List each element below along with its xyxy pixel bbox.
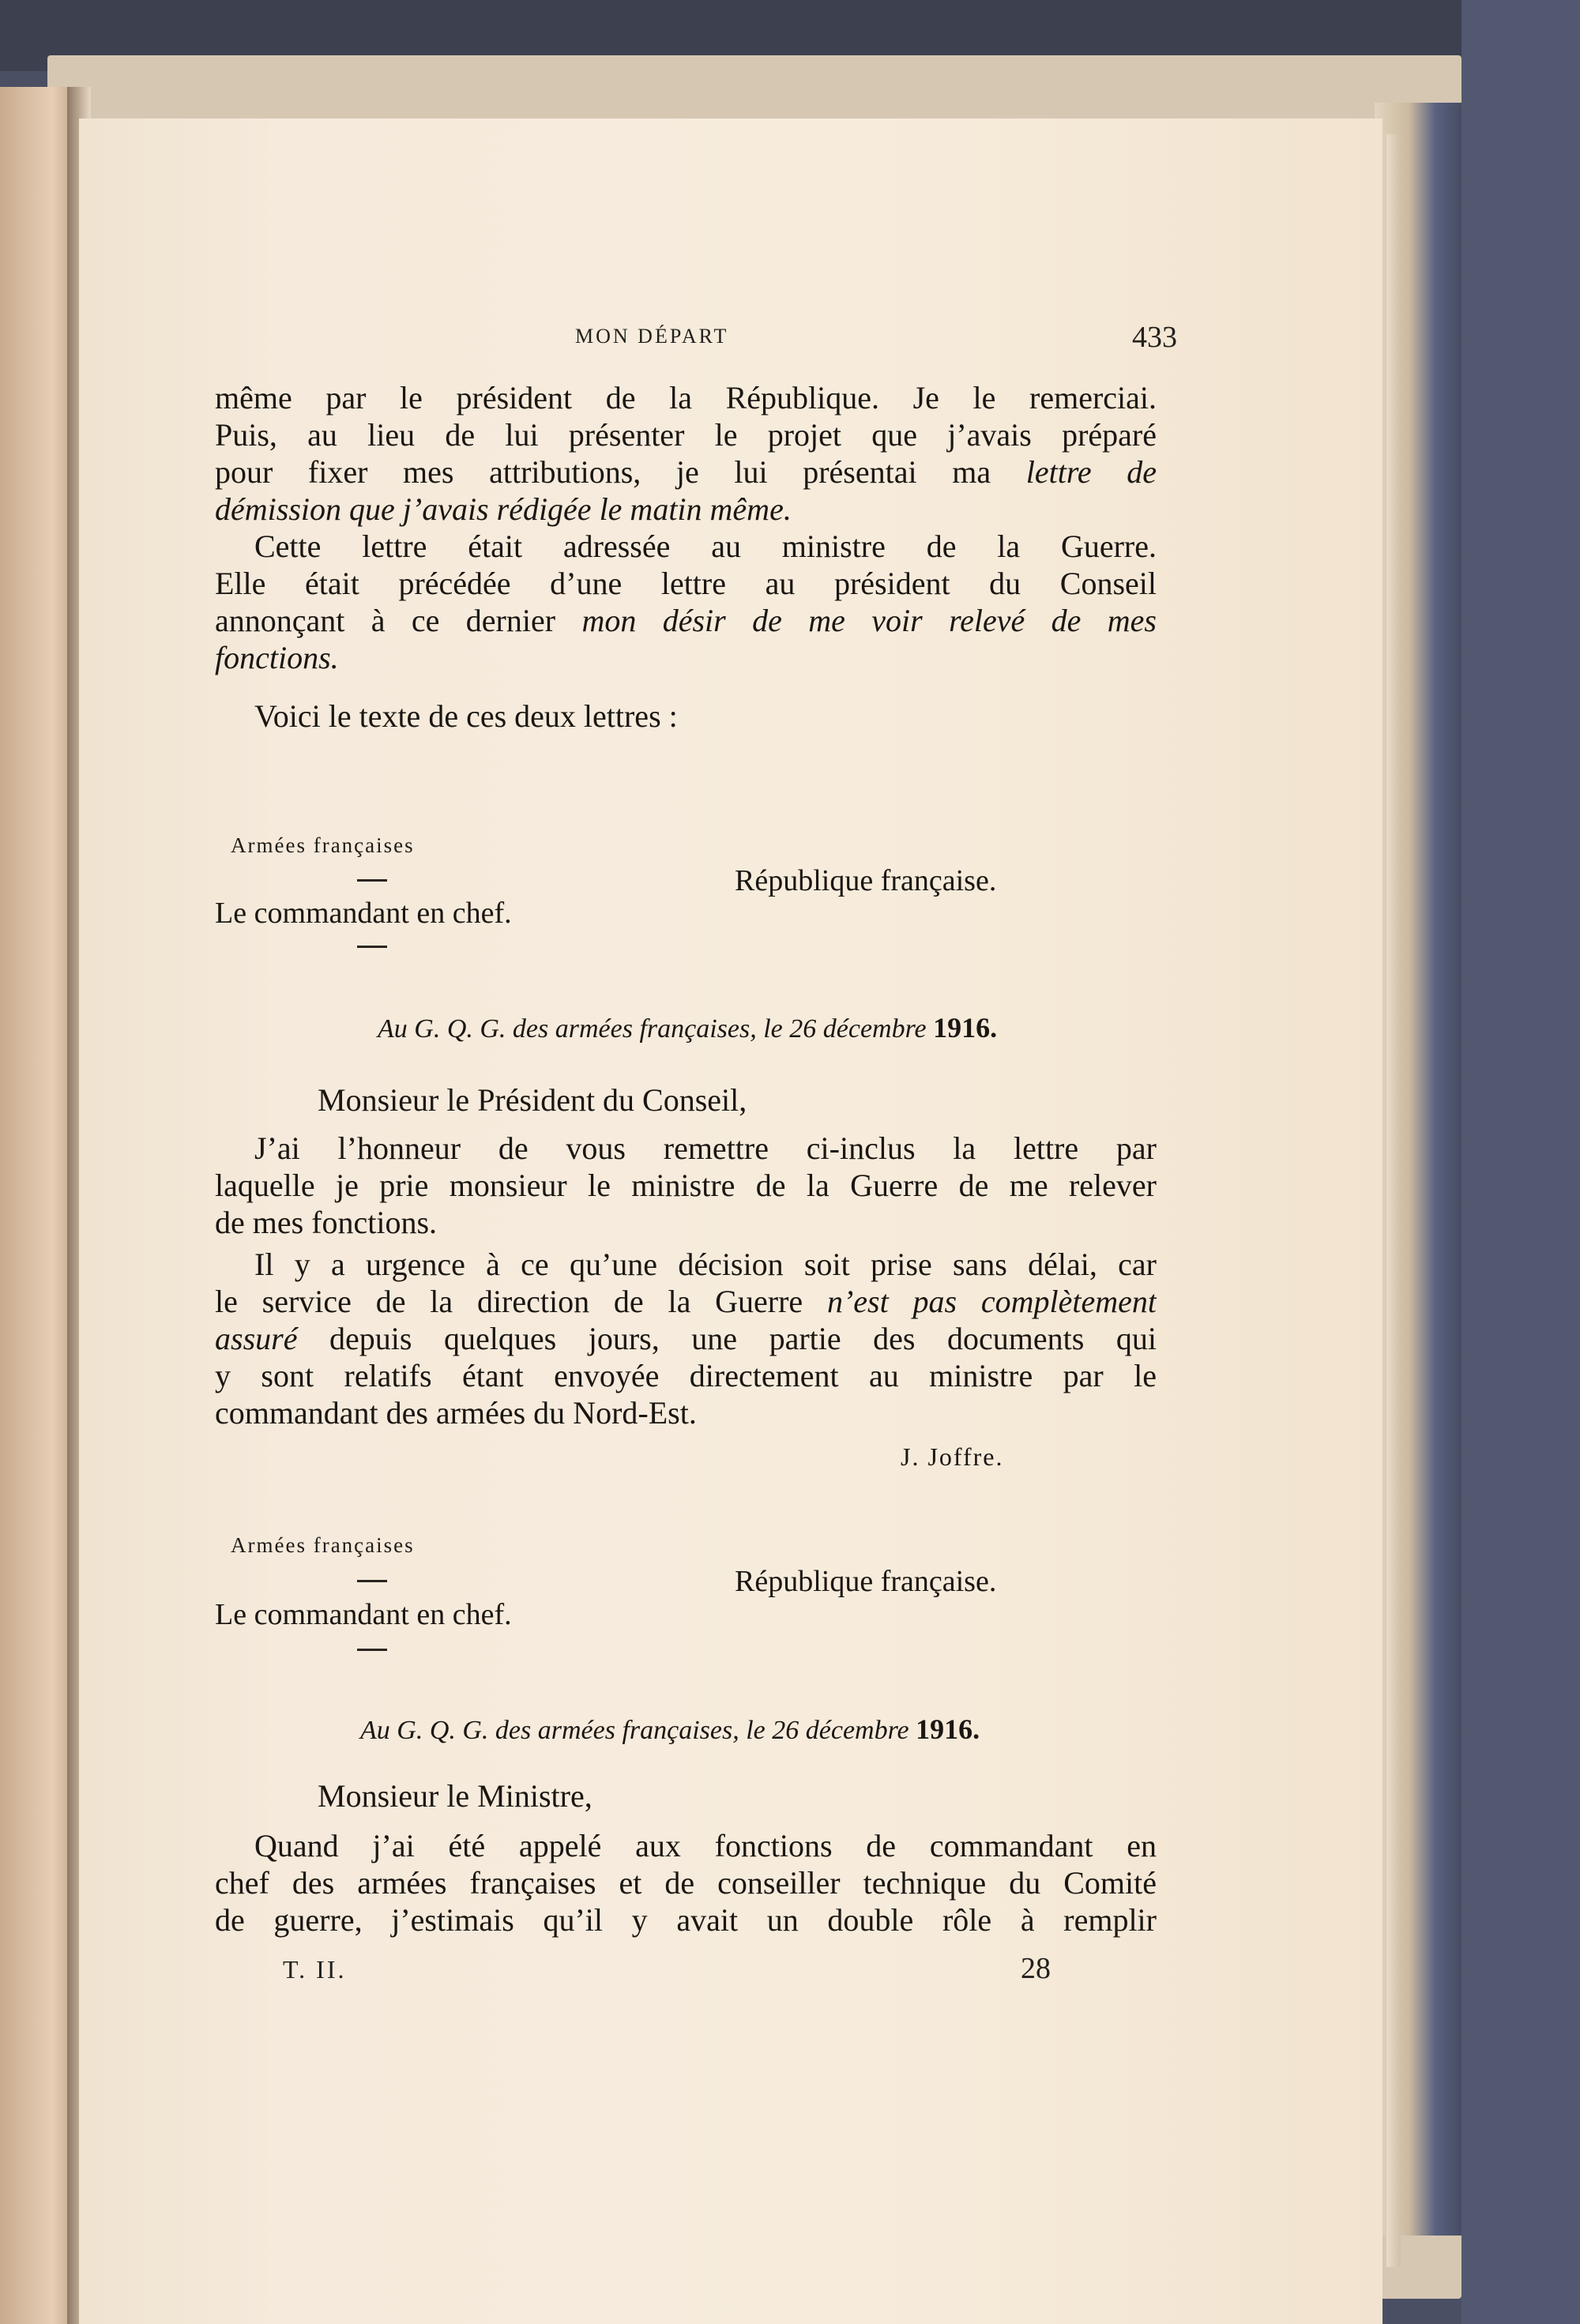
text-line: J’ai l’honneur de vous remettre ci-inclus la lettre par (254, 1130, 1157, 1166)
dateline (360, 1713, 980, 1746)
text-line: Voici le texte de ces deux lettres : (254, 698, 678, 734)
dash-divider (357, 1649, 387, 1651)
salutation: Monsieur le Ministre, (318, 1778, 592, 1814)
letterhead-republique: République française. (735, 1565, 997, 1598)
text-line: fonctions. (215, 640, 339, 675)
letterhead-armees: Armées françaises (231, 833, 415, 857)
letterhead-commandant: Le commandant en chef. (215, 897, 512, 930)
text-span: le service de la direction de la Guerre (215, 1284, 803, 1319)
dash-divider (357, 1580, 387, 1582)
footer-volume: T. II. (283, 1955, 347, 1984)
italic-span: mon désir de me voir relevé de mes (581, 603, 1157, 638)
italic-span: assuré (215, 1321, 298, 1356)
left-page-edge (0, 87, 75, 2324)
text-span: annonçant à ce dernier (215, 603, 556, 638)
text-line: Puis, au lieu de lui présenter le projet que j’avais préparé (215, 417, 1157, 453)
text-line (215, 1283, 1157, 1320)
text-line: Elle était précédée d’une lettre au président du Conseil (215, 566, 1157, 601)
letterhead-commandant: Le commandant en chef. (215, 1598, 512, 1631)
text-line: même par le président de la République. Je le remerciai. (215, 380, 1157, 416)
text-line: Quand j’ai été appelé aux fonctions de commandant en (254, 1828, 1157, 1863)
text-line: laquelle je prie monsieur le ministre de la Guerre de me relever (215, 1168, 1157, 1203)
background-right (1462, 0, 1580, 2324)
text-line: Il y a urgence à ce qu’une décision soit prise sans délai, car (254, 1247, 1157, 1282)
dateline (378, 1011, 997, 1044)
text-line: commandant des armées du Nord-Est. (215, 1395, 697, 1431)
page-edge (1386, 134, 1401, 2267)
text-line (215, 1320, 1157, 1357)
salutation: Monsieur le Président du Conseil, (318, 1082, 747, 1118)
footer-signature-mark: 28 (1021, 1952, 1051, 1985)
letterhead-republique: République française. (735, 864, 997, 897)
text-span: depuis quelques jours, une partie des documents qui (329, 1321, 1157, 1356)
text-line (215, 453, 1157, 491)
text-span: pour fixer mes attributions, je lui présentai ma (215, 454, 991, 490)
signature: J. Joffre. (901, 1442, 1004, 1471)
dateline-year: 1916. (916, 1713, 980, 1745)
text-line: de guerre, j’estimais qu’il y avait un double rôle à remplir (215, 1902, 1157, 1938)
text-line: chef des armées françaises et de conseiller technique du Comité (215, 1865, 1157, 1901)
dateline-year: 1916. (933, 1012, 998, 1044)
italic-span: n’est pas complètement (826, 1284, 1157, 1319)
dateline-text: Au G. Q. G. des armées françaises, le 26 décembre (378, 1014, 927, 1044)
text-line: y sont relatifs étant envoyée directement au ministre par le (215, 1358, 1157, 1393)
text-line (215, 602, 1157, 639)
running-header-title: MON DÉPART (575, 325, 729, 348)
text-line: Cette lettre était adressée au ministre de la Guerre. (254, 528, 1157, 564)
text-line: démission que j’avais rédigée le matin même. (215, 491, 792, 527)
dateline-text: Au G. Q. G. des armées françaises, le 26 décembre (360, 1716, 909, 1745)
page-number: 433 (1132, 321, 1177, 354)
dash-divider (357, 879, 387, 882)
text-line: de mes fonctions. (215, 1205, 438, 1240)
dash-divider (357, 946, 387, 948)
letterhead-armees: Armées françaises (231, 1533, 415, 1557)
italic-span: lettre de (1025, 454, 1157, 490)
